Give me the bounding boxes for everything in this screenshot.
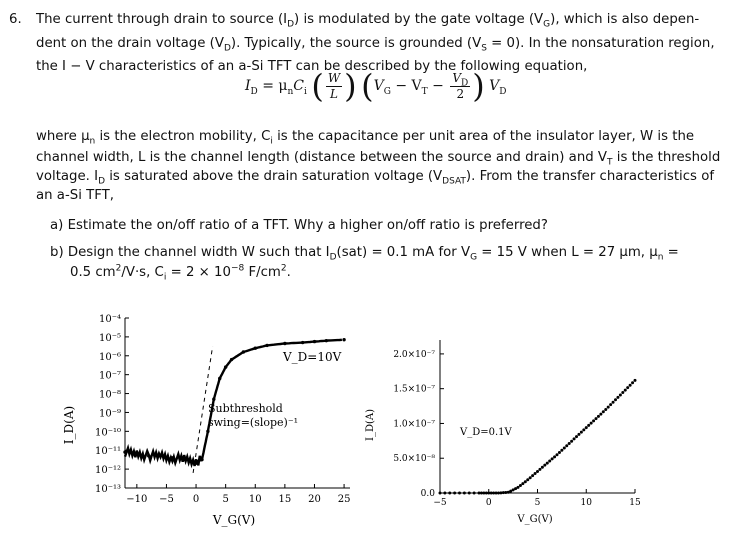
- question-b-line-2: 0.5 $cm^2/V\cdot s$, $C_i = 2 \times 10^{-8}$ $F/cm^2$.: [70, 263, 291, 283]
- linear-chart-point: [458, 492, 461, 495]
- linear-chart-point: [534, 472, 537, 475]
- log-chart-xtick-label: −10: [126, 494, 148, 505]
- linear-chart-point: [568, 442, 571, 445]
- linear-chart-point: [612, 401, 615, 404]
- linear-chart-point: [607, 406, 610, 409]
- linear-chart-point: [604, 408, 607, 411]
- linear-chart-point: [556, 453, 559, 456]
- linear-chart-point: [577, 433, 580, 436]
- linear-chart-point: [582, 428, 585, 431]
- linear-chart-point: [619, 393, 622, 396]
- linear-chart-point: [468, 492, 471, 495]
- linear-chart-point: [548, 460, 551, 463]
- log-chart-ytick-label: 10⁻⁸: [98, 389, 121, 401]
- linear-chart-ytick-label: 0.0: [420, 489, 435, 499]
- log-chart-xlabel: V_G(V): [212, 513, 256, 527]
- linear-chart-point: [529, 476, 532, 479]
- linear-chart-xtick-labels: [433, 498, 641, 508]
- linear-chart-point: [473, 492, 476, 495]
- log-chart-ytick-label: 10⁻¹⁰: [94, 427, 121, 439]
- log-chart-xtick-labels: [126, 494, 350, 505]
- problem-number: 6.: [9, 12, 22, 27]
- linear-chart-xlabel: V_G(V): [517, 514, 553, 525]
- linear-chart-point: [560, 449, 563, 452]
- linear-chart-point: [599, 413, 602, 416]
- linear-chart-point: [616, 396, 619, 399]
- linear-chart-point: [590, 422, 593, 425]
- linear-chart-point: [546, 462, 549, 465]
- linear-chart-point: [443, 492, 446, 495]
- linear-chart-point: [570, 440, 573, 443]
- para-line-4: an a-Si TFT,: [36, 188, 114, 203]
- linear-chart-xtick-label: 15: [629, 498, 641, 508]
- linear-chart-point: [538, 468, 541, 471]
- linear-chart-point: [626, 386, 629, 389]
- problem-line-3: the I − V characteristics of an a-Si TFT can be described by the following equation,: [36, 59, 588, 74]
- log-chart-annotation-sub2: swing=(slope)⁻¹: [208, 416, 299, 429]
- log-chart-ytick-labels: [95, 314, 121, 495]
- linear-chart-point: [558, 451, 561, 454]
- log-chart-point: [342, 338, 345, 341]
- linear-chart-annotation-vd: V_D=0.1V: [460, 427, 512, 438]
- linear-chart-point: [521, 482, 524, 485]
- log-chart-ytick-label: 10⁻⁹: [98, 408, 121, 420]
- linear-transfer-chart: [365, 330, 655, 530]
- linear-chart-ytick-label: 5.0×10⁻⁸: [393, 454, 435, 465]
- linear-chart-point: [463, 492, 466, 495]
- linear-chart-xtick-label: 10: [580, 498, 592, 508]
- linear-chart-xtick-label: 5: [534, 498, 541, 508]
- linear-chart-xtick-label: −5: [433, 498, 447, 508]
- linear-chart-point: [609, 403, 612, 406]
- log-chart-xtick-label: 0: [192, 494, 200, 505]
- linear-chart-point: [517, 486, 520, 489]
- linear-chart-point: [524, 480, 527, 483]
- linear-chart-point: [621, 391, 624, 394]
- linear-chart-point: [624, 389, 627, 392]
- linear-chart-ytick-labels: [393, 350, 435, 499]
- linear-chart-point: [597, 415, 600, 418]
- linear-chart-ytick-label: 1.0×10⁻⁷: [393, 419, 435, 430]
- para-line-2: channel width, L is the channel length (distance between the source and drain) and $V_T$ is the threshold: [36, 150, 721, 168]
- linear-chart-ytick-label: 1.5×10⁻⁷: [393, 384, 435, 395]
- problem-line-2: dent on the drain voltage $(V_D)$. Typically, the source is grounded $(V_S = 0)$. In the nonsaturation region,: [36, 36, 715, 54]
- log-chart-ytick-label: 10⁻⁴: [98, 314, 121, 325]
- linear-chart-point: [580, 431, 583, 434]
- log-chart-xtick-label: 5: [222, 494, 229, 505]
- linear-chart-point: [575, 435, 578, 438]
- linear-chart-point: [634, 379, 637, 382]
- linear-chart-point: [573, 437, 576, 440]
- linear-chart-ytick-label: 2.0×10⁻⁷: [393, 349, 435, 360]
- linear-chart-point: [614, 398, 617, 401]
- linear-chart-point: [543, 464, 546, 467]
- linear-chart-point: [587, 424, 590, 427]
- log-chart-xtick-label: −5: [159, 494, 174, 505]
- log-chart-ytick-label: 10⁻⁵: [98, 332, 121, 344]
- log-chart-xtick-label: 25: [337, 494, 351, 505]
- iv-equation: $I_D = \mu_nC_i$ ( $\frac{W}{L}$ ) ($V_G - V_T$ − $\frac{V_D}{2}$ ) $V_D$: [245, 67, 507, 105]
- linear-chart-point: [553, 455, 556, 458]
- linear-chart-point: [519, 484, 522, 487]
- para-line-3: voltage. $I_D$ is saturated above the drain saturation voltage $(V_{DSAT})$. From the transfer characteristics of: [36, 169, 715, 187]
- linear-chart-point: [453, 492, 456, 495]
- log-chart-xtick-label: 20: [308, 494, 321, 505]
- linear-chart-point: [563, 446, 566, 449]
- linear-chart-point: [551, 457, 554, 460]
- log-chart-annotation-sub1: Subthreshold: [208, 402, 283, 415]
- log-chart-ylabel: I_D(A): [62, 405, 76, 445]
- log-transfer-chart: [60, 310, 370, 530]
- question-a: a) Estimate the on/off ratio of a TFT. Why a higher on/off ratio is preferred?: [50, 218, 548, 233]
- log-chart-ytick-label: 10⁻¹¹: [94, 446, 121, 458]
- linear-chart-point: [592, 419, 595, 422]
- linear-chart-point: [585, 426, 588, 429]
- linear-chart-xtick-label: 0: [485, 498, 492, 508]
- log-chart-ytick-label: 10⁻⁶: [98, 351, 121, 363]
- linear-chart-point: [526, 478, 529, 481]
- linear-chart-point: [439, 492, 442, 495]
- linear-chart-point: [565, 444, 568, 447]
- linear-chart-point: [536, 470, 539, 473]
- linear-chart-point: [541, 466, 544, 469]
- linear-chart-point: [595, 417, 598, 420]
- linear-chart-point: [448, 492, 451, 495]
- log-chart-xtick-label: 10: [248, 494, 262, 505]
- linear-chart-point: [631, 381, 634, 384]
- log-chart-ytick-label: 10⁻¹²: [94, 465, 121, 477]
- log-chart-xtick-label: 15: [278, 494, 292, 505]
- linear-chart-point: [531, 474, 534, 477]
- log-chart-ytick-label: 10⁻¹³: [94, 484, 121, 495]
- linear-chart-ylabel: I_D(A): [365, 409, 376, 441]
- linear-chart-point: [629, 384, 632, 387]
- linear-chart-point: [602, 410, 605, 413]
- question-b-line-1: b) Design the channel width W such that $I_D(sat) = 0.1$ mA for $V_G = 15$ V when L = 27 μm, $\mu_n$ =: [50, 245, 679, 263]
- log-chart-ytick-label: 10⁻⁷: [98, 370, 121, 382]
- para-line-1: where $\mu_n$ is the electron mobility, $C_i$ is the capacitance per unit area of the insulator layer, W is the: [36, 129, 695, 147]
- problem-line-1: The current through drain to source $(I_D)$ is modulated by the gate voltage $(V_G)$, which is also depen-: [36, 12, 700, 30]
- log-chart-annotation-vd: V_D=10V: [283, 350, 342, 364]
